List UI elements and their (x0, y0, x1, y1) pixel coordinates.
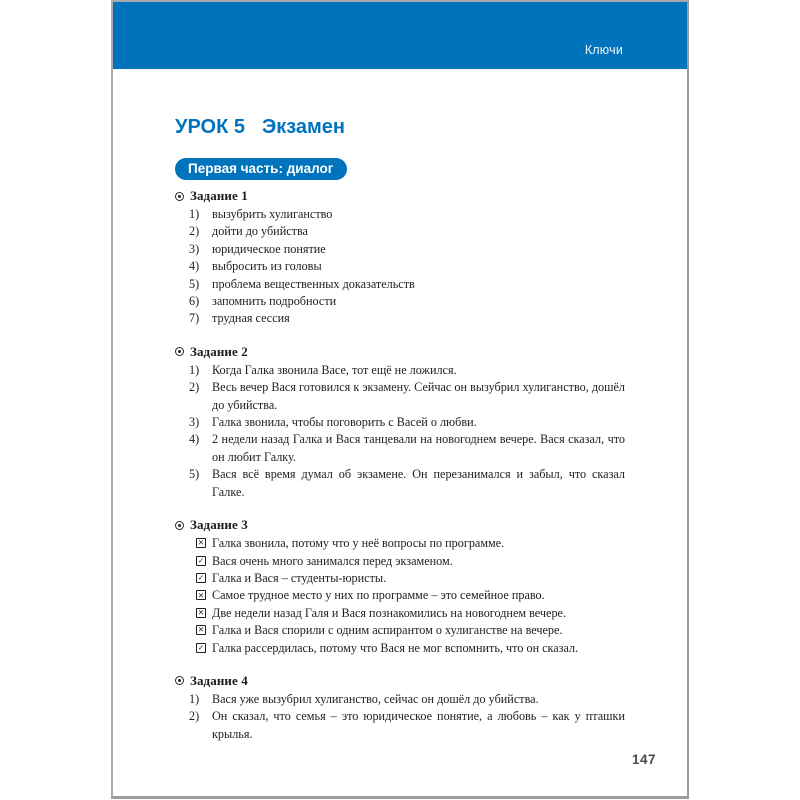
checkbox-checked-icon: ✓ (197, 555, 205, 565)
task-section (175, 189, 625, 328)
task-title: Задание 2 (190, 343, 248, 359)
bullet-dot (178, 524, 181, 527)
checkbox-crossed-icon: ✕ (197, 590, 205, 600)
item-text: Вася уже вызубрил хулиганство, сейчас он дошёл до убийства. (212, 691, 539, 706)
list-item (175, 553, 625, 570)
list-item (175, 206, 625, 223)
list-item (175, 570, 625, 587)
list-item (175, 223, 625, 240)
item-text: Когда Галка звонила Васе, тот ещё не ложился. (212, 362, 457, 377)
list-item (175, 414, 625, 431)
task-header (175, 674, 625, 688)
lesson-number: УРОК 5 (175, 116, 245, 138)
list-item (175, 587, 625, 604)
list-item (175, 605, 625, 622)
circled-dot-icon (175, 347, 184, 356)
item-text: 2 недели назад Галка и Вася танцевали на новогоднем вечере. Вася сказал, что он любит Галку. (212, 432, 625, 464)
task-header (175, 518, 625, 532)
checkbox-crossed-icon: ✕ (197, 538, 205, 548)
lesson-name: Экзамен (261, 116, 346, 138)
item-text: запомнить подробности (212, 294, 337, 309)
task-title: Задание 4 (190, 672, 248, 688)
item-marker: 6) (189, 294, 200, 309)
checkbox-checked-icon: ✓ (197, 642, 205, 652)
list-item (175, 310, 625, 327)
item-marker: 2) (189, 380, 200, 395)
task-title: Задание 1 (190, 188, 248, 203)
task-section (175, 674, 625, 743)
item-text: Галка звонила, потому что у неё вопросы по программе. (212, 536, 505, 551)
item-marker: 4) (189, 259, 200, 274)
page-header-band (113, 2, 687, 69)
list-item (175, 708, 625, 743)
item-text: юридическое понятие (212, 241, 326, 256)
task-list (175, 535, 625, 657)
task-section (175, 345, 625, 501)
lesson-title (175, 117, 625, 137)
bullet-dot (178, 195, 181, 198)
item-marker: 3) (189, 241, 200, 256)
item-marker: 7) (189, 311, 200, 326)
bullet-dot (178, 350, 181, 353)
list-item (175, 276, 625, 293)
item-text: Вася очень много занимался перед экзаменом. (212, 553, 453, 568)
item-text: Две недели назад Галя и Вася познакомились на новогоднем вечере. (212, 605, 566, 620)
item-text: Галка и Вася – студенты-юристы. (212, 570, 387, 585)
circled-dot-icon (175, 192, 184, 201)
checkbox-checked-icon: ✓ (197, 573, 205, 583)
list-item (175, 466, 625, 501)
item-text: дойти до убийства (212, 224, 308, 239)
book-page (111, 0, 689, 799)
item-text: Весь вечер Вася готовился к экзамену. Сейчас он вызубрил хулиганство, дошёл до убийства. (212, 380, 625, 412)
item-marker: 3) (189, 415, 200, 430)
task-header (175, 189, 625, 203)
task-list (175, 206, 625, 328)
list-item (175, 258, 625, 275)
task-header (175, 345, 625, 359)
item-text: вызубрить хулиганство (212, 207, 333, 221)
item-marker: 1) (189, 691, 200, 706)
checkbox-crossed-icon: ✕ (197, 625, 205, 635)
item-marker: 5) (189, 276, 200, 291)
item-text: проблема вещественных доказательств (212, 276, 415, 291)
item-text: Он сказал, что семья – это юридическое понятие, а любовь – как у пташки крылья. (212, 709, 625, 741)
part-badge: Первая часть: диалог (175, 158, 347, 180)
task-title: Задание 3 (190, 517, 248, 533)
item-marker: 2) (189, 709, 200, 724)
list-item (175, 691, 625, 708)
item-marker: 1) (189, 362, 200, 377)
item-text: Галка рассердилась, потому что Вася не мог вспомнить, что он сказал. (212, 640, 579, 655)
item-text: Самое трудное место у них по программе – это семейное право. (212, 588, 545, 603)
task-sections (175, 189, 625, 743)
item-marker: 5) (189, 467, 200, 482)
item-marker: 2) (189, 224, 200, 239)
circled-dot-icon (175, 521, 184, 530)
page-number: 147 (631, 752, 656, 767)
task-list (175, 691, 625, 743)
header-section-label: Ключи (584, 42, 623, 57)
task-list (175, 362, 625, 501)
item-text: Галка звонила, чтобы поговорить с Васей о любви. (212, 415, 477, 430)
page-content (113, 117, 687, 743)
circled-dot-icon (175, 676, 184, 685)
item-marker: 4) (189, 432, 200, 447)
list-item (175, 379, 625, 414)
list-item (175, 293, 625, 310)
item-marker: 1) (189, 207, 200, 221)
item-text: Галка и Вася спорили с одним аспирантом о хулиганстве на вечере. (212, 623, 563, 638)
checkbox-crossed-icon: ✕ (197, 607, 205, 617)
item-text: выбросить из головы (212, 259, 322, 274)
item-text: трудная сессия (212, 311, 290, 326)
list-item (175, 431, 625, 466)
item-text: Вася всё время думал об экзамене. Он перезанимался и забыл, что сказал Галке. (212, 467, 625, 499)
task-section (175, 518, 625, 657)
list-item (175, 535, 625, 552)
list-item (175, 622, 625, 639)
list-item (175, 241, 625, 258)
bullet-dot (178, 679, 181, 682)
list-item (175, 640, 625, 657)
list-item (175, 362, 625, 379)
